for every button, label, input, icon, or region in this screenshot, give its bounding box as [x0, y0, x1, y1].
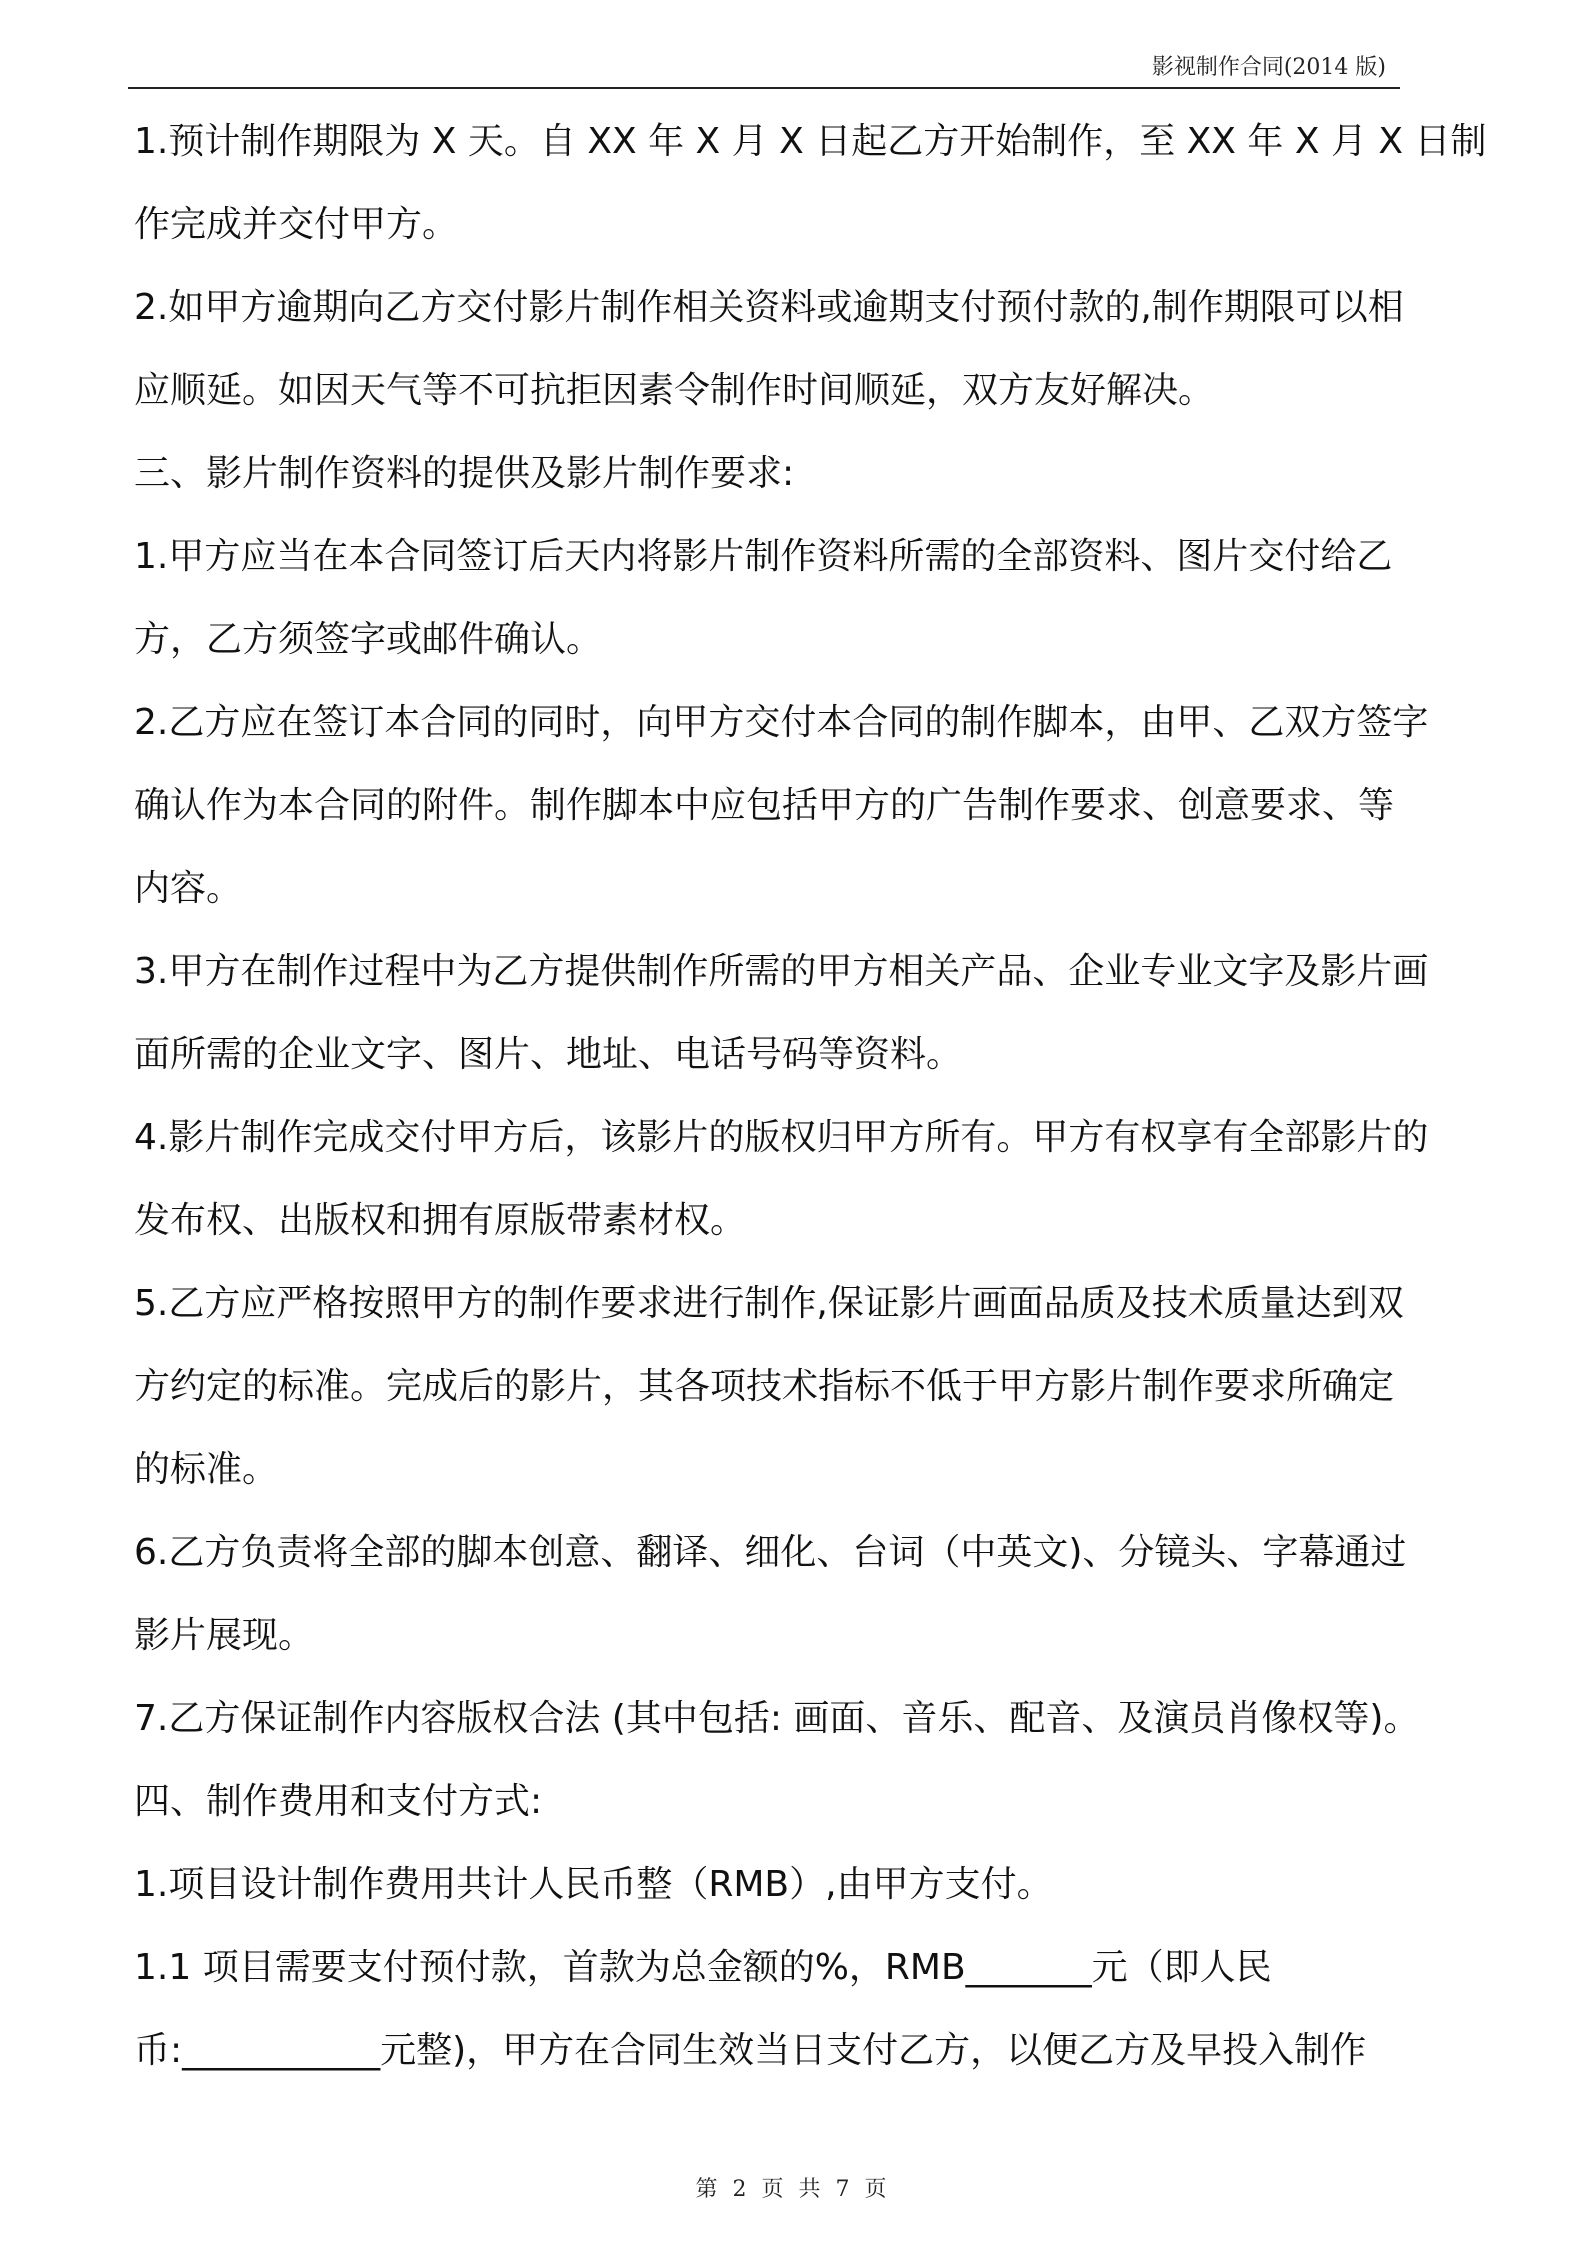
text-line: 5.乙方应严格按照甲方的制作要求进行制作,保证影片画面品质及技术质量达到双: [134, 1283, 1404, 1324]
text-line: 3.甲方在制作过程中为乙方提供制作所需的甲方相关产品、企业专业文字及影片画: [134, 951, 1429, 992]
text-line: 6.乙方负责将全部的脚本创意、翻译、细化、台词（中英文)、分镜头、字幕通过: [134, 1532, 1407, 1573]
text-line: 1.甲方应当在本合同签订后天内将影片制作资料所需的全部资料、图片交付给乙: [134, 536, 1393, 577]
text-line: 的标准。: [134, 1449, 279, 1490]
section-heading: 四、制作费用和支付方式:: [134, 1781, 543, 1822]
text-line: 2.如甲方逾期向乙方交付影片制作相关资料或逾期支付预付款的,制作期限可以相: [134, 287, 1404, 328]
text-line: 7.乙方保证制作内容版权合法 (其中包括: 画面、音乐、配音、及演员肖像权等)。: [134, 1698, 1420, 1739]
text-line: 1.项目设计制作费用共计人民币整（RMB）,由甲方支付。: [134, 1864, 1053, 1905]
text-line: 确认作为本合同的附件。制作脚本中应包括甲方的广告制作要求、创意要求、等: [134, 785, 1395, 826]
text-line: 币:___________元整)，甲方在合同生效当日支付乙方，以便乙方及早投入制作: [134, 2030, 1367, 2071]
text-line: 1.预计制作期限为 X 天。自 XX 年 X 月 X 日起乙方开始制作，至 XX 年 X 月 X 日制: [134, 121, 1487, 162]
text-line: 2.乙方应在签订本合同的同时，向甲方交付本合同的制作脚本，由甲、乙双方签字: [134, 702, 1429, 743]
page-number: 第 2 页 共 7 页: [695, 2177, 891, 2202]
text-line: 4.影片制作完成交付甲方后，该影片的版权归甲方所有。甲方有权享有全部影片的: [134, 1117, 1429, 1158]
text-line: 应顺延。如因天气等不可抗拒因素令制作时间顺延，双方友好解决。: [134, 370, 1215, 411]
text-line: 方约定的标准。完成后的影片，其各项技术指标不低于甲方影片制作要求所确定: [134, 1366, 1395, 1407]
header-rule: [128, 87, 1400, 89]
text-line: 面所需的企业文字、图片、地址、电话号码等资料。: [134, 1034, 963, 1075]
text-line: 方，乙方须签字或邮件确认。: [134, 619, 603, 660]
text-line: 影片展现。: [134, 1615, 315, 1656]
text-line: 作完成并交付甲方。: [134, 204, 459, 245]
text-line: 发布权、出版权和拥有原版带素材权。: [134, 1200, 747, 1241]
text-line: 内容。: [134, 868, 243, 909]
running-header: 影视制作合同(2014 版): [1151, 55, 1386, 80]
section-heading: 三、影片制作资料的提供及影片制作要求:: [134, 453, 795, 494]
contract-body: [134, 100, 1487, 2092]
text-line: 1.1 项目需要支付预付款，首款为总金额的%，RMB_______元（即人民: [134, 1947, 1272, 1988]
